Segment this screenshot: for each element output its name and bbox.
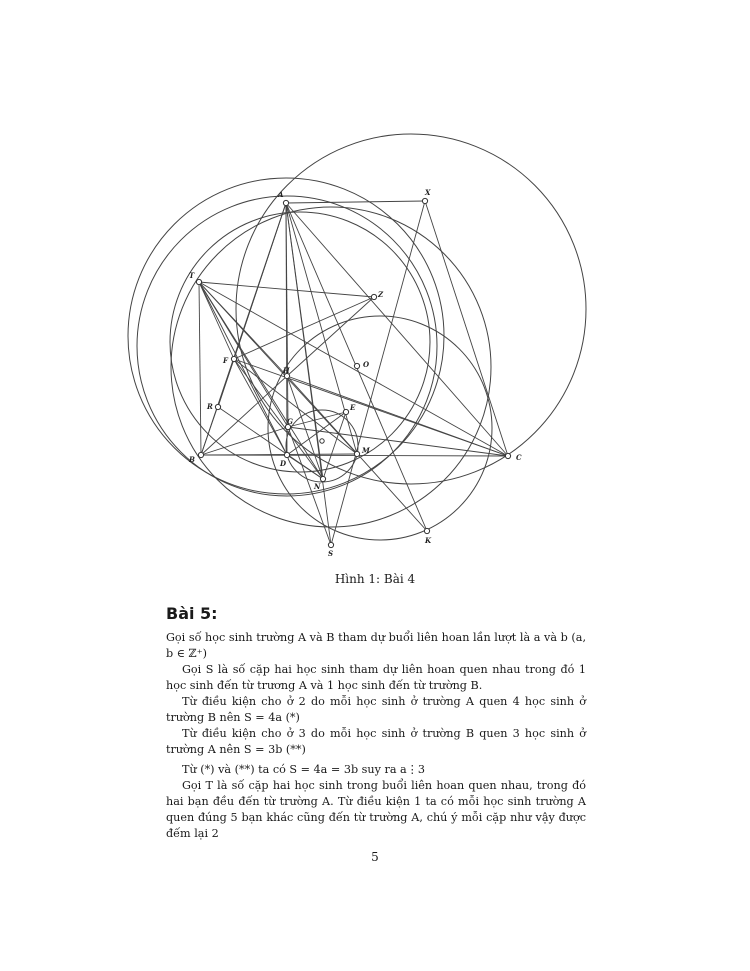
paragraph-1: Gọi số học sinh trường A và B tham dự buổi liên hoan lần lượt là a và b (a, b ∈ ℤ⁺) xyxy=(166,631,586,660)
paragraph-2: Gọi S là số cặp hai học sinh tham dự liên hoan quen nhau trong đó 1 học sinh đến từ trương A và 1 học sinh đến từ trường B. xyxy=(166,663,586,692)
point-t xyxy=(196,279,201,284)
segment-tc xyxy=(199,282,508,456)
figure-caption: Hình 1: Bài 4 xyxy=(334,572,416,586)
point-label-f: F xyxy=(223,356,228,365)
segment-ac xyxy=(286,203,508,456)
segment-fz xyxy=(234,297,374,359)
segment-td xyxy=(199,282,287,455)
point-label-r: R xyxy=(207,402,213,411)
point-label-h: H xyxy=(283,366,290,375)
point-z xyxy=(371,294,376,299)
point-d xyxy=(284,452,289,457)
paragraph-5: Từ (*) và (**) ta có S = 4a = 3b suy ra a⋮3 xyxy=(182,763,426,776)
segment-fd xyxy=(234,359,287,455)
point-label-s: S xyxy=(328,549,334,558)
segment-ge xyxy=(288,412,346,427)
paragraph-3: Từ điều kiện cho ở 2 do mỗi học sinh ở trường A quen 4 học sinh ở trường B nên S = 4a (*) xyxy=(166,695,586,724)
point-o xyxy=(354,363,359,368)
point-e xyxy=(343,409,348,414)
segment-tb xyxy=(199,282,201,455)
point-m xyxy=(354,451,359,456)
point-label-a: A xyxy=(278,190,284,199)
point-label-k: K xyxy=(425,536,432,545)
segment-xc xyxy=(425,201,508,456)
point-label-b: B xyxy=(189,455,195,464)
point-r xyxy=(215,404,220,409)
point-label-x: X xyxy=(425,188,431,197)
point-label-t: T xyxy=(189,271,195,280)
section-heading: Bài 5: xyxy=(166,604,218,623)
point-label-c: C xyxy=(516,453,522,462)
figure-circle xyxy=(236,134,586,484)
paragraph-4: Từ điều kiện cho ở 3 do mỗi học sinh ở trường B quen 3 học sinh ở trường A nên S = 3b (**) xyxy=(166,727,586,756)
segment-bm xyxy=(201,454,357,455)
point-b xyxy=(198,452,203,457)
page-number: 5 xyxy=(371,850,379,864)
point-label-n: N xyxy=(314,482,321,491)
point-label-z: Z xyxy=(378,290,384,299)
segment-fm xyxy=(234,359,357,454)
segment-ax xyxy=(286,201,425,203)
point-k xyxy=(424,528,429,533)
point-n xyxy=(320,476,325,481)
paragraph-6: Gọi T là số cặp hai học sinh trong buổi liên hoan quen nhau, trong đó hai bạn đều đến từ trường A. Từ điều kiện 1 ta có mỗi học sinh trường A quen đúng 5 bạn khác cũng đến từ trường A, chú ý mỗi cặp như vậy được đếm lại 2 xyxy=(166,779,586,840)
small-circle-center xyxy=(320,439,324,443)
point-f xyxy=(231,356,236,361)
segment-am xyxy=(286,203,357,454)
point-label-e: E xyxy=(350,403,356,412)
segment-tf xyxy=(199,282,234,359)
point-a xyxy=(283,200,288,205)
segment-gs xyxy=(288,427,331,545)
point-label-o: O xyxy=(363,360,370,369)
segment-en xyxy=(323,412,346,479)
segment-gb xyxy=(201,427,288,455)
segment-hc xyxy=(287,376,508,456)
point-label-d: D xyxy=(280,459,287,468)
point-c xyxy=(505,453,510,458)
point-s xyxy=(328,542,333,547)
point-label-m: M xyxy=(362,446,370,455)
point-label-g: G xyxy=(287,417,293,426)
point-x xyxy=(422,198,427,203)
